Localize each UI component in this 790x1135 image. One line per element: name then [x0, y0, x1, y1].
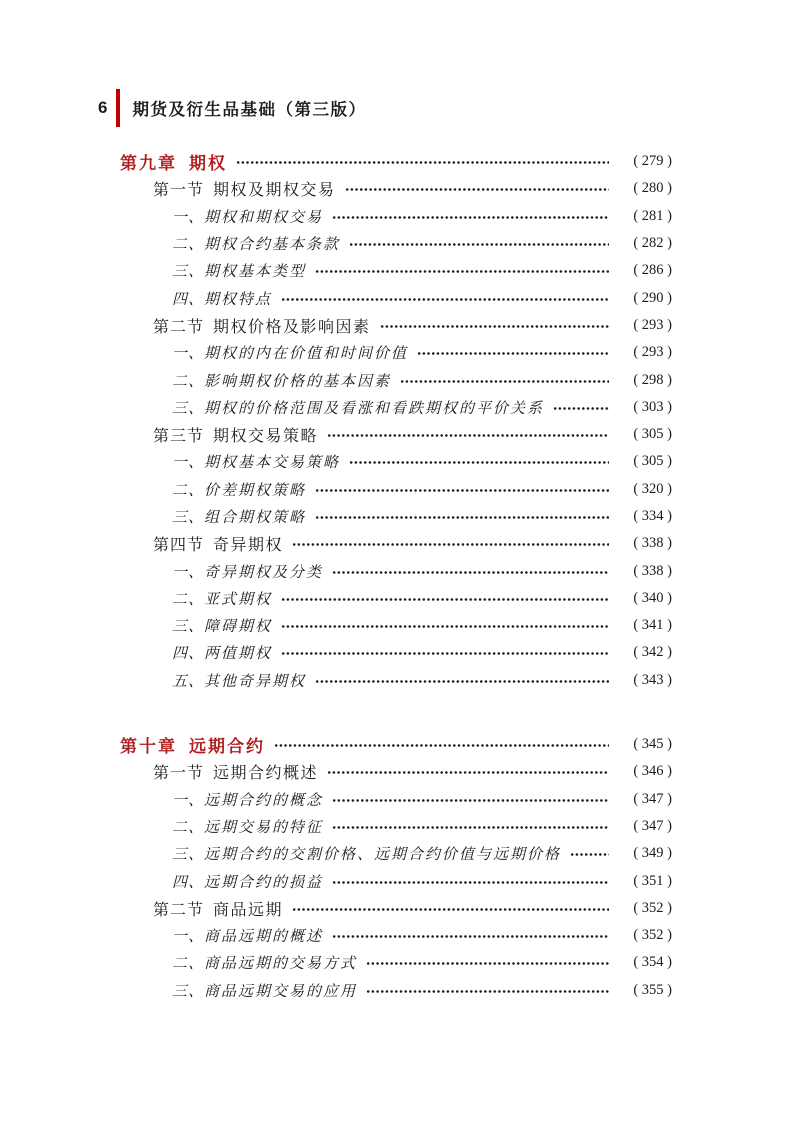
toc-entry-title: 期权基本交易策略 — [204, 455, 341, 472]
toc-entry-section — [120, 895, 672, 922]
toc-entry-item — [120, 949, 672, 976]
toc-entry-number: 一、 — [172, 564, 205, 581]
dot-leader — [332, 569, 609, 576]
toc-page-number: ( 352 ) — [633, 927, 672, 944]
dot-leader — [274, 742, 609, 749]
toc-page-number: ( 280 ) — [633, 180, 672, 197]
folio-page-number: 6 — [98, 98, 108, 117]
dot-leader — [345, 186, 609, 193]
toc-entry-item — [120, 476, 672, 503]
toc-entry-item — [120, 813, 672, 840]
toc-page-number: ( 347 ) — [633, 817, 672, 834]
toc-entry-item — [120, 230, 672, 257]
toc-entry-title: 远期交易的特征 — [204, 819, 324, 836]
toc-page-number: ( 303 ) — [633, 398, 672, 415]
toc-entry-number: 二、 — [172, 482, 205, 499]
dot-leader — [292, 541, 609, 548]
dot-leader — [553, 405, 609, 412]
toc-entry-item — [120, 667, 672, 694]
dot-leader — [332, 879, 609, 886]
toc-entry-title: 期权特点 — [204, 291, 273, 308]
toc-entry-chapter — [120, 731, 672, 758]
dot-leader — [281, 296, 609, 303]
toc-entry-title: 其他奇异期权 — [204, 673, 307, 690]
toc-entry-number: 第三节 — [153, 428, 205, 446]
toc-entry-number: 第十章 — [120, 737, 177, 757]
toc-page-number: ( 341 ) — [633, 617, 672, 634]
toc-page-number: ( 334 ) — [633, 508, 672, 524]
toc-entry-item — [120, 284, 672, 311]
toc-entry-title: 影响期权价格的基本因素 — [204, 373, 392, 390]
toc-entry-section — [120, 530, 672, 557]
toc-entry-number: 二、 — [172, 373, 205, 390]
toc-entry-title: 组合期权策略 — [204, 510, 307, 526]
dot-leader — [366, 960, 609, 967]
toc-entry-item — [120, 977, 672, 1004]
dot-leader — [349, 459, 609, 466]
toc-page-number: ( 279 ) — [633, 153, 672, 170]
toc-entry-title: 价差期权策略 — [204, 482, 307, 499]
toc-entry-number: 一、 — [172, 792, 205, 809]
toc-entry-number: 三、 — [172, 510, 205, 526]
toc-entry-title: 奇异期权 — [213, 537, 284, 555]
dot-leader — [349, 241, 609, 248]
dot-leader — [366, 988, 609, 995]
toc-entry-section — [120, 175, 672, 202]
toc-entry-number: 五、 — [172, 673, 205, 690]
toc-entry-title: 远期合约的损益 — [204, 874, 324, 891]
toc-page-number: ( 338 ) — [633, 535, 672, 552]
toc-entry-title: 商品远期 — [213, 901, 284, 919]
toc-entry-number: 四、 — [172, 646, 205, 663]
dot-leader — [281, 650, 609, 657]
toc-entry-number: 第四节 — [153, 537, 205, 555]
toc-entry-title: 期权价格及影响因素 — [213, 318, 371, 336]
toc-entry-number: 一、 — [172, 209, 205, 226]
toc-entry-section — [120, 421, 672, 448]
toc-entry-title: 期权合约基本条款 — [204, 237, 341, 254]
toc-page-number: ( 340 ) — [633, 589, 672, 606]
toc-entry-item — [120, 840, 672, 867]
dot-leader — [315, 487, 609, 494]
toc-page-number: ( 347 ) — [633, 790, 672, 807]
dot-leader — [417, 350, 609, 357]
toc-entry-chapter — [120, 148, 672, 175]
toc-entry-item — [120, 612, 672, 639]
toc-entry-title: 期权的内在价值和时间价值 — [204, 346, 409, 363]
toc-entry-item — [120, 922, 672, 949]
toc-entry-title: 远期合约概述 — [213, 765, 319, 783]
toc-entry-title: 期权 — [189, 154, 227, 174]
dot-leader — [315, 678, 609, 685]
toc-entry-item — [120, 557, 672, 584]
toc-entry-item — [120, 394, 672, 421]
toc-entry-number: 第二节 — [153, 318, 205, 336]
toc-entry-item — [120, 786, 672, 813]
toc-block-gap — [120, 694, 672, 731]
toc-entry-number: 二、 — [172, 819, 205, 836]
toc-entry-item — [120, 867, 672, 894]
toc-entry-number: 第二节 — [153, 901, 205, 919]
toc-page-number: ( 305 ) — [633, 453, 672, 470]
toc-entry-number: 一、 — [172, 929, 205, 946]
toc-entry-number: 第九章 — [120, 154, 177, 174]
toc-page-number: ( 355 ) — [633, 981, 672, 998]
toc-page-number: ( 338 ) — [633, 562, 672, 579]
toc-entry-number: 第一节 — [153, 765, 205, 783]
toc-page-number: ( 320 ) — [633, 480, 672, 497]
toc-entry-title: 期权基本类型 — [204, 264, 307, 281]
dot-leader — [281, 623, 609, 630]
dot-leader — [380, 323, 609, 330]
toc-entry-title: 远期合约的概念 — [204, 792, 324, 809]
toc-entry-title: 远期合约的交割价格、远期合约价值与远期价格 — [204, 847, 562, 864]
toc-entry-number: 二、 — [172, 591, 205, 608]
toc-page-number: ( 345 ) — [633, 736, 672, 753]
toc-page-number: ( 282 ) — [633, 235, 672, 252]
toc-entry-title: 奇异期权及分类 — [204, 564, 324, 581]
toc-entry-title: 商品远期的交易方式 — [204, 956, 358, 973]
toc-page-number: ( 305 ) — [633, 426, 672, 443]
dot-leader — [332, 214, 609, 221]
toc-page-number: ( 342 ) — [633, 644, 672, 661]
toc-entry-title: 期权和期权交易 — [204, 209, 324, 226]
dot-leader — [327, 769, 609, 776]
header-accent-bar — [116, 89, 120, 127]
dot-leader — [281, 596, 609, 603]
toc-entry-number: 第一节 — [153, 182, 205, 200]
toc-page-number: ( 352 ) — [633, 899, 672, 916]
toc-entry-title: 期权交易策略 — [213, 428, 319, 446]
toc-entry-number: 三、 — [172, 983, 205, 1000]
toc-entry-number: 二、 — [172, 237, 205, 254]
toc-entry-number: 三、 — [172, 619, 205, 636]
toc-entry-item — [120, 339, 672, 366]
toc-entry-title: 障碍期权 — [204, 619, 273, 636]
table-of-contents — [120, 148, 672, 1004]
toc-entry-title: 亚式期权 — [204, 591, 273, 608]
dot-leader — [570, 851, 609, 858]
dot-leader — [236, 159, 609, 166]
dot-leader — [332, 933, 609, 940]
toc-entry-number: 一、 — [172, 346, 205, 363]
toc-page-number: ( 351 ) — [633, 872, 672, 889]
toc-page-number: ( 298 ) — [633, 371, 672, 388]
toc-page-number: ( 293 ) — [633, 316, 672, 333]
toc-page-number: ( 343 ) — [633, 671, 672, 688]
toc-entry-item — [120, 585, 672, 612]
toc-entry-number: 三、 — [172, 264, 205, 281]
toc-page-number: ( 281 ) — [633, 207, 672, 224]
toc-entry-item — [120, 203, 672, 230]
toc-entry-title: 期权及期权交易 — [213, 182, 336, 200]
toc-entry-title: 商品远期的概述 — [204, 929, 324, 946]
toc-page-number: ( 346 ) — [633, 763, 672, 780]
toc-page-number: ( 290 ) — [633, 289, 672, 306]
toc-entry-number: 三、 — [172, 400, 205, 417]
toc-page-number: ( 286 ) — [633, 262, 672, 279]
dot-leader — [292, 906, 609, 913]
toc-entry-number: 四、 — [172, 291, 205, 308]
dot-leader — [332, 797, 609, 804]
dot-leader — [327, 432, 609, 439]
toc-entry-item — [120, 257, 672, 284]
page-header — [98, 89, 366, 127]
dot-leader — [400, 378, 609, 385]
toc-entry-number: 三、 — [172, 847, 205, 864]
toc-entry-item — [120, 639, 672, 666]
toc-entry-number: 四、 — [172, 874, 205, 891]
toc-entry-number: 二、 — [172, 956, 205, 973]
toc-entry-item — [120, 366, 672, 393]
toc-entry-section — [120, 758, 672, 785]
toc-entry-item — [120, 448, 672, 475]
toc-entry-item — [120, 503, 672, 530]
toc-entry-section — [120, 312, 672, 339]
book-title: 期货及衍生品基础（第三版） — [132, 101, 367, 119]
dot-leader — [315, 268, 609, 275]
toc-entry-title: 期权的价格范围及看涨和看跌期权的平价关系 — [204, 400, 545, 417]
toc-entry-title: 远期合约 — [189, 737, 265, 757]
toc-page-number: ( 349 ) — [633, 845, 672, 862]
toc-entry-title: 两值期权 — [204, 646, 273, 663]
toc-page-number: ( 354 ) — [633, 954, 672, 971]
dot-leader — [315, 514, 609, 521]
toc-entry-number: 一、 — [172, 455, 205, 472]
toc-entry-title: 商品远期交易的应用 — [204, 983, 358, 1000]
dot-leader — [332, 824, 609, 831]
toc-page-number: ( 293 ) — [633, 344, 672, 361]
